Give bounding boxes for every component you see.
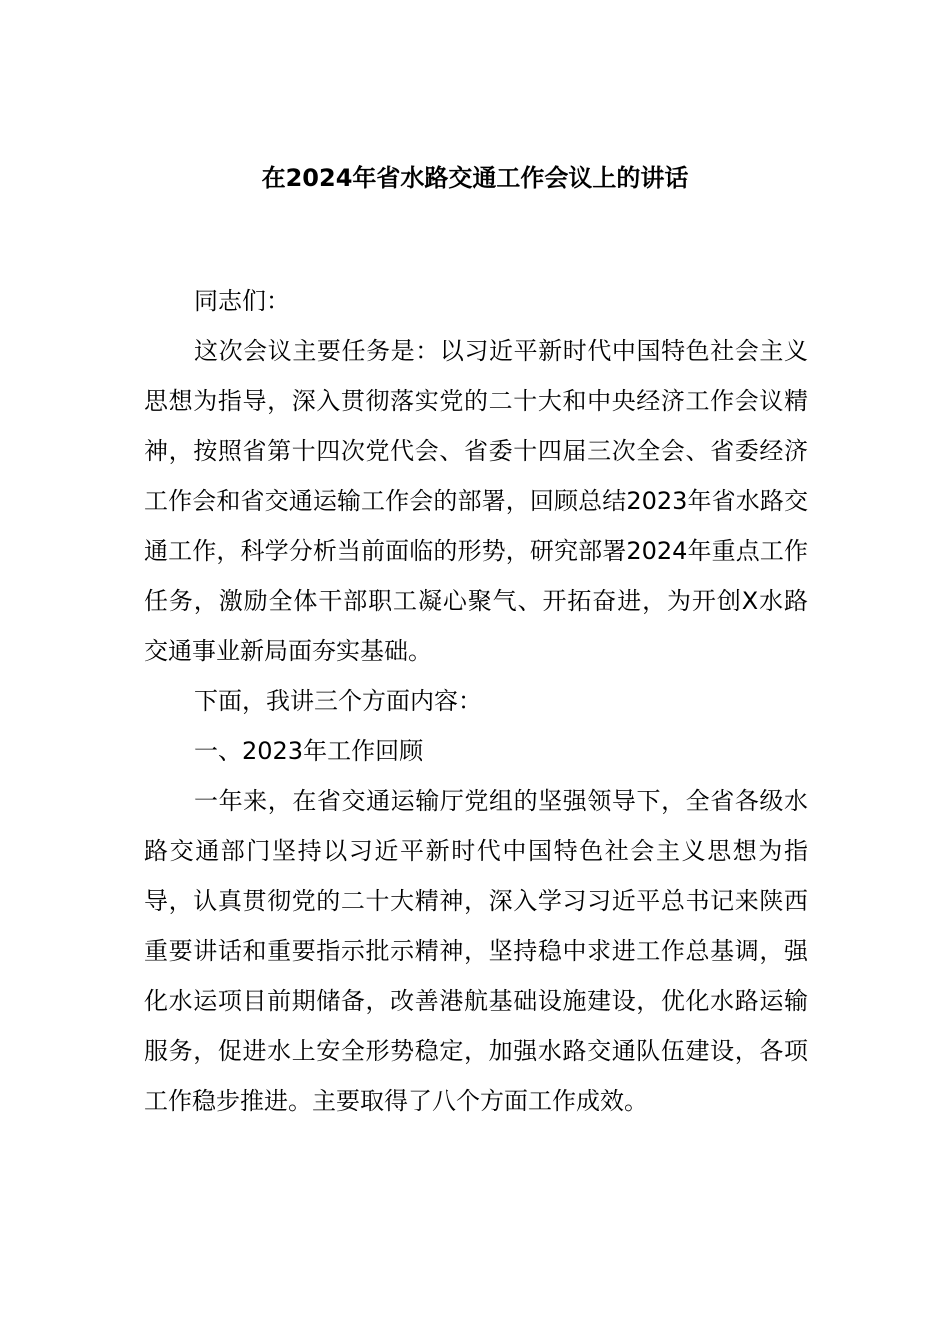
section-heading: 一、2023年工作回顾 bbox=[194, 737, 424, 765]
document-title: 在2024年省水路交通工作会议上的讲话 bbox=[261, 164, 689, 192]
review-paragraph: 一年来，在省交通运输厅党组的坚强领导下，全省各级水路交通部门坚持以习近平新时代中国特色社会主义思想为指导，认真贯彻党的二十大精神，深入学习习近平总书记来陕西重要讲话和重要指示批示精神，坚持稳中求进工作总基调，强化水运项目前期储备，改善港航基础设施建设，优化水路运输服务，促进水上安全形势稳定，加强水路交通队伍建设，各项工作稳步推进。主要取得了八个方面工作成效。 bbox=[144, 787, 808, 1115]
outline-paragraph: 下面，我讲三个方面内容： bbox=[194, 687, 482, 715]
meeting-task-paragraph: 这次会议主要任务是：以习近平新时代中国特色社会主义思想为指导，深入贯彻落实党的二十大和中央经济工作会议精神，按照省第十四次党代会、省委十四届三次全会、省委经济工作会和省交通运输工作会的部署，回顾总结2023年省水路交通工作，科学分析当前面临的形势，研究部署2024年重点工作任务，激励全体干部职工凝心聚气、开拓奋进，为开创X水路交通事业新局面夯实基础。 bbox=[144, 337, 808, 665]
salutation-paragraph: 同志们： bbox=[194, 287, 290, 315]
document-body bbox=[144, 276, 808, 1126]
